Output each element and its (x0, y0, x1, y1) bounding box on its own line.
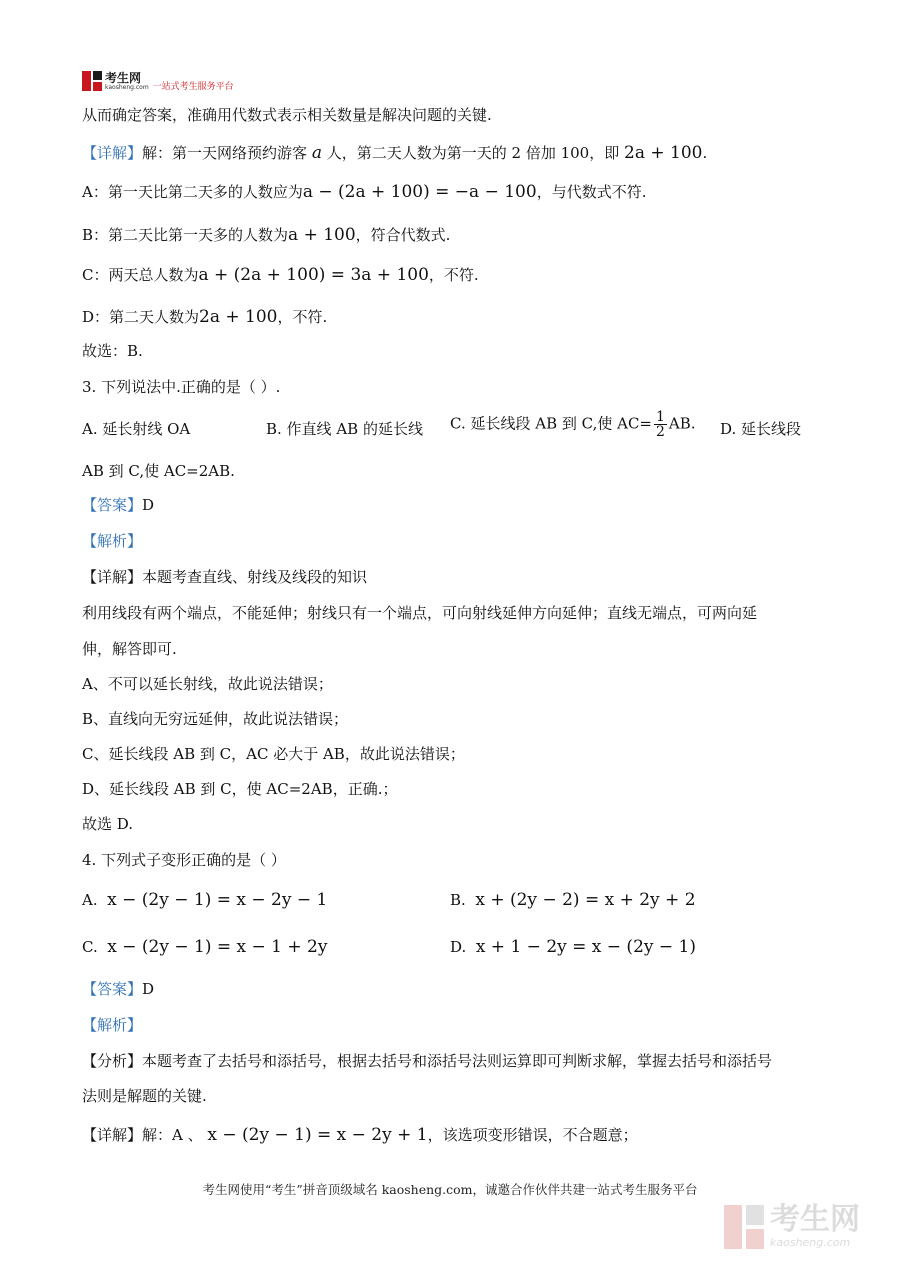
text: ，不符. (428, 266, 479, 284)
question-4: 4. 下列式子变形正确的是（ ） (82, 851, 286, 869)
answer-tag: 【答案】 (82, 496, 143, 514)
text: C：两天总人数为 (82, 266, 199, 284)
watermark-icon (724, 1205, 764, 1249)
watermark-cn: 考生网 (770, 1202, 860, 1237)
text: 解：第一天网络预约游客 (142, 144, 308, 162)
paragraph-line: 利用线段有两个端点，不能延伸；射线只有一个端点，可向射线延伸方向延伸；直线无端点，可两向延 (82, 604, 758, 622)
detail-tag: 【详解】 (82, 568, 143, 586)
text: 人，第二天人数为第一天的 2 倍加 100，即 (326, 144, 620, 162)
text: 解：A 、 (142, 1126, 203, 1144)
text: 本题考查了去括号和添括号，根据去括号和添括号法则运算即可判断求解，掌握去括号和添括号 (142, 1052, 773, 1070)
choice-line: 故选 D. (82, 815, 134, 833)
fraction: $\frac{1}{2}$ (656, 409, 665, 440)
answer-3 (82, 494, 154, 516)
text: A：第一天比第二天多的人数应为 (82, 183, 303, 201)
q4-option-c: C. x − (2y − 1) = x − 1 + 2y (82, 937, 328, 957)
paragraph-line: 法则是解题的关键. (82, 1087, 207, 1105)
watermark-en: kaosheng.com (770, 1236, 851, 1249)
option-line-a (82, 181, 646, 203)
paragraph-line: D、延长线段 AB 到 C，使 AC=2AB，正确.； (82, 780, 398, 798)
watermark-logo (724, 1204, 860, 1249)
q3-option-d-cont: AB 到 C,使 AC=2AB. (82, 462, 235, 480)
answer-value: D (142, 980, 155, 998)
text: ，不符. (277, 308, 328, 326)
text: ，与代数式不符. (536, 183, 647, 201)
detail-4 (82, 1124, 638, 1146)
analysis-tag-4: 【解析】 (82, 1016, 143, 1034)
paragraph-line: B、直线向无穷远延伸，故此说法错误； (82, 710, 349, 728)
text: B：第二天比第一天多的人数为 (82, 226, 289, 244)
detail-line: 【详解】解：第一天网络预约游客 a 人，第二天人数为第一天的 2 倍加 100，即 2a + 100. (82, 143, 708, 163)
text: D：第二天人数为 (82, 308, 200, 326)
answer-value: D (142, 496, 155, 514)
q4-option-b: B. x + (2y − 2) = x + 2y + 2 (450, 890, 696, 910)
math-expr: 2a + 100 (624, 143, 703, 163)
detail-tag: 【详解】 (82, 144, 143, 162)
option-line-c (82, 264, 479, 286)
math-expr: x + 1 − 2y = x − (2y − 1) (475, 937, 696, 957)
q3-option-d: D. 延长线段 (720, 420, 802, 438)
analysis-tag-3: 【解析】 (82, 532, 143, 550)
q3-option-c (450, 410, 696, 439)
math-expr: x − (2y − 1) = x − 1 + 2y (107, 937, 328, 957)
site-logo[interactable] (82, 70, 234, 92)
math-expr: a + 100 (288, 225, 356, 245)
question-3: 3. 下列说法中.正确的是（ ）. (82, 378, 281, 396)
answer-tag: 【答案】 (82, 980, 143, 998)
analysis-4 (82, 1050, 772, 1072)
page-footer: 考生网使用“考生”拼音顶级域名 kaosheng.com，诚邀合作伙伴共建一站式考生服务平台 (202, 1182, 698, 1197)
detail-tag: 【详解】 (82, 1126, 143, 1144)
math-var: a (311, 143, 322, 163)
math-expr: a + (2a + 100) = 3a + 100 (198, 265, 429, 285)
logo-en: kaosheng.com (105, 83, 149, 91)
option-line-d (82, 306, 327, 328)
text: 本题考查直线、射线及线段的知识 (142, 568, 368, 586)
q4-option-a: A. x − (2y − 1) = x − 2y − 1 (82, 890, 328, 910)
choice-line: 故选：B. (82, 342, 143, 360)
paragraph-line: 从而确定答案，准确用代数式表示相关数量是解决问题的关键. (82, 106, 492, 124)
paragraph-line: 伸，解答即可. (82, 640, 177, 658)
math-expr: 2a + 100 (199, 307, 278, 327)
answer-4 (82, 978, 154, 1000)
paragraph-line: C、延长线段 AB 到 C，AC 必大于 AB，故此说法错误； (82, 745, 465, 763)
detail-3 (82, 566, 367, 588)
q3-option-b: B. 作直线 AB 的延长线 (266, 420, 423, 438)
text: AB. (668, 414, 696, 433)
text: ，符合代数式. (355, 226, 451, 244)
text: C. 延长线段 AB 到 C,使 AC= (450, 414, 652, 433)
text: ，该选项变形错误，不合题意； (427, 1126, 638, 1144)
analysis-tag: 【分析】 (82, 1052, 143, 1070)
logo-slogan: 一站式考生服务平台 (152, 81, 234, 92)
math-expr: x − (2y − 1) = x − 2y − 1 (107, 890, 328, 910)
math-expr: x + (2y − 2) = x + 2y + 2 (475, 890, 696, 910)
option-line-b (82, 224, 450, 246)
logo-cn: 考生网 (105, 70, 142, 85)
q4-option-d: D. x + 1 − 2y = x − (2y − 1) (450, 937, 696, 957)
logo-icon (82, 71, 102, 91)
math-expr: x − (2y − 1) = x − 2y + 1 (207, 1125, 428, 1145)
math-expr: a − (2a + 100) = −a − 100 (302, 182, 537, 202)
paragraph-line: A、不可以延长射线，故此说法错误； (82, 675, 333, 693)
q3-option-a: A. 延长射线 OA (82, 420, 191, 438)
